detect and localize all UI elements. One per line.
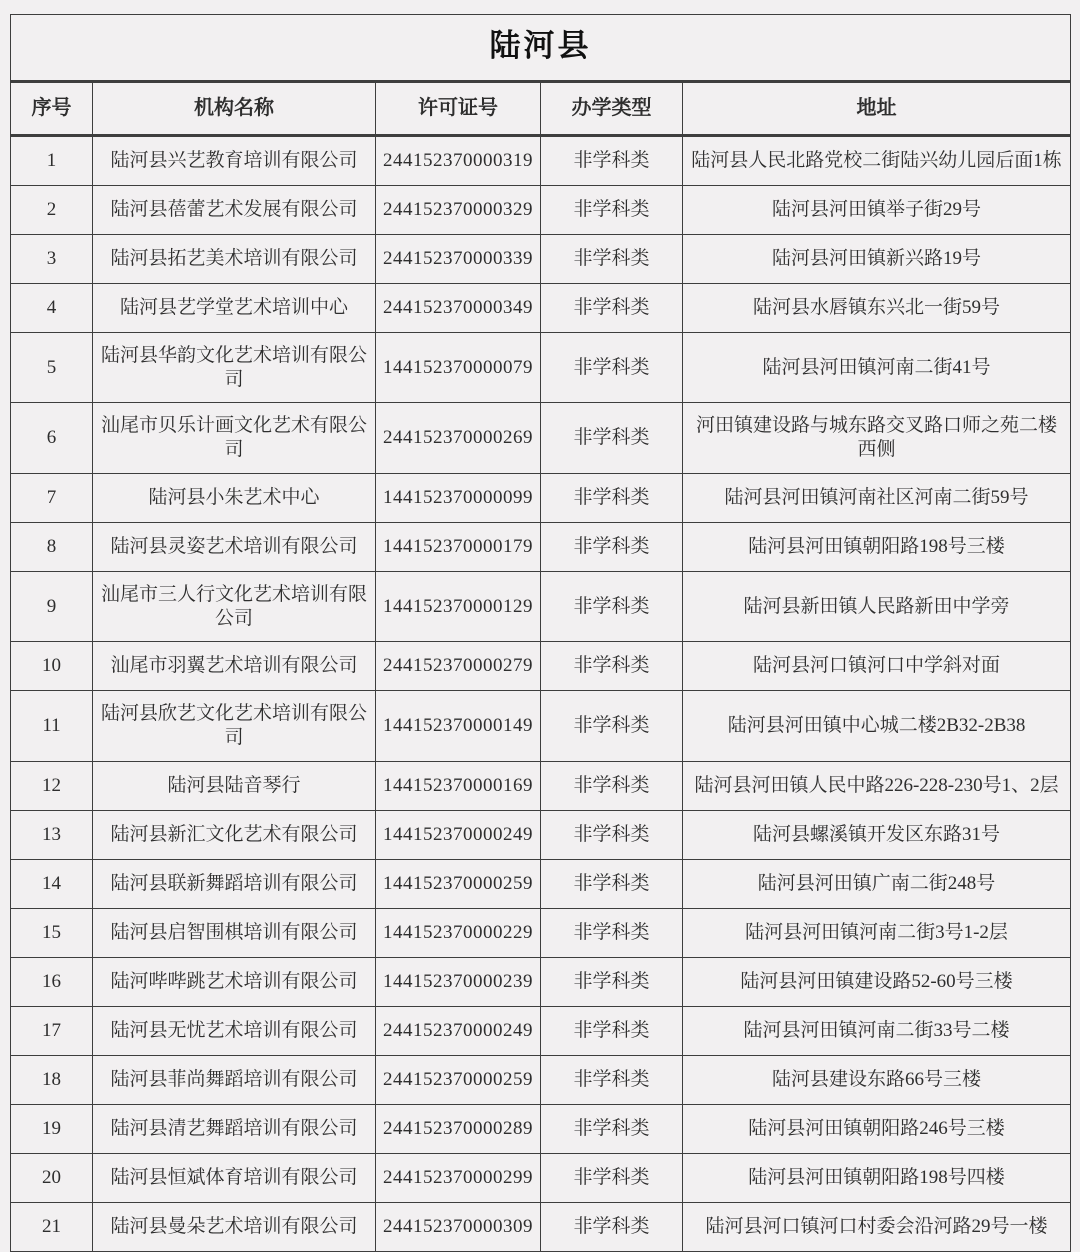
serial-cell: 21 [11, 1202, 93, 1251]
table-row [11, 1104, 1071, 1153]
table-row [11, 571, 1071, 642]
table-row [11, 522, 1071, 571]
institution-name-cell: 陆河县欣艺文化艺术培训有限公司 [93, 691, 376, 762]
institution-name-cell: 陆河县陆音琴行 [93, 761, 376, 810]
serial-cell: 8 [11, 522, 93, 571]
institution-name-cell: 陆河县拓艺美术培训有限公司 [93, 234, 376, 283]
address-cell: 陆河县河田镇河南二街41号 [683, 332, 1071, 403]
education-type-cell: 非学科类 [541, 135, 683, 185]
serial-cell: 17 [11, 1006, 93, 1055]
address-cell: 陆河县河田镇朝阳路246号三楼 [683, 1104, 1071, 1153]
address-cell: 陆河县河田镇建设路52-60号三楼 [683, 957, 1071, 1006]
education-type-cell: 非学科类 [541, 1202, 683, 1251]
table-row [11, 283, 1071, 332]
serial-cell: 6 [11, 403, 93, 474]
institutions-table [10, 14, 1071, 1252]
education-type-cell: 非学科类 [541, 810, 683, 859]
license-number-cell: 244152370000279 [376, 642, 541, 691]
education-type-cell: 非学科类 [541, 691, 683, 762]
address-cell: 陆河县河田镇河南社区河南二街59号 [683, 473, 1071, 522]
table-row [11, 185, 1071, 234]
address-cell: 陆河县河田镇新兴路19号 [683, 234, 1071, 283]
address-cell: 陆河县河田镇广南二街248号 [683, 859, 1071, 908]
institution-name-cell: 陆河县恒斌体育培训有限公司 [93, 1153, 376, 1202]
address-cell: 陆河县河田镇中心城二楼2B32-2B38 [683, 691, 1071, 762]
education-type-cell: 非学科类 [541, 332, 683, 403]
serial-cell: 5 [11, 332, 93, 403]
col-header-address: 地址 [683, 81, 1071, 135]
table-row [11, 859, 1071, 908]
institution-name-cell: 陆河县灵姿艺术培训有限公司 [93, 522, 376, 571]
header-row [11, 81, 1071, 135]
table-row [11, 1202, 1071, 1251]
serial-cell: 3 [11, 234, 93, 283]
education-type-cell: 非学科类 [541, 859, 683, 908]
institution-name-cell: 陆河县蓓蕾艺术发展有限公司 [93, 185, 376, 234]
table-row [11, 403, 1071, 474]
license-number-cell: 244152370000269 [376, 403, 541, 474]
education-type-cell: 非学科类 [541, 185, 683, 234]
license-number-cell: 244152370000349 [376, 283, 541, 332]
license-number-cell: 244152370000249 [376, 1006, 541, 1055]
institution-name-cell: 陆河县启智围棋培训有限公司 [93, 908, 376, 957]
education-type-cell: 非学科类 [541, 957, 683, 1006]
education-type-cell: 非学科类 [541, 522, 683, 571]
col-header-type: 办学类型 [541, 81, 683, 135]
serial-cell: 16 [11, 957, 93, 1006]
table-row [11, 642, 1071, 691]
col-header-license: 许可证号 [376, 81, 541, 135]
address-cell: 陆河县河口镇河口村委会沿河路29号一楼 [683, 1202, 1071, 1251]
education-type-cell: 非学科类 [541, 403, 683, 474]
table-row [11, 1006, 1071, 1055]
institution-name-cell: 陆河县艺学堂艺术培训中心 [93, 283, 376, 332]
serial-cell: 1 [11, 135, 93, 185]
institution-name-cell: 陆河县清艺舞蹈培训有限公司 [93, 1104, 376, 1153]
address-cell: 陆河县河田镇朝阳路198号三楼 [683, 522, 1071, 571]
license-number-cell: 244152370000339 [376, 234, 541, 283]
license-number-cell: 144152370000249 [376, 810, 541, 859]
license-number-cell: 144152370000229 [376, 908, 541, 957]
col-header-serial: 序号 [11, 81, 93, 135]
education-type-cell: 非学科类 [541, 1104, 683, 1153]
institution-name-cell: 陆河县小朱艺术中心 [93, 473, 376, 522]
serial-cell: 9 [11, 571, 93, 642]
institution-name-cell: 陆河县无忧艺术培训有限公司 [93, 1006, 376, 1055]
serial-cell: 14 [11, 859, 93, 908]
serial-cell: 13 [11, 810, 93, 859]
institution-name-cell: 陆河县联新舞蹈培训有限公司 [93, 859, 376, 908]
education-type-cell: 非学科类 [541, 642, 683, 691]
institution-name-cell: 陆河哔哔跳艺术培训有限公司 [93, 957, 376, 1006]
institution-name-cell: 汕尾市羽翼艺术培训有限公司 [93, 642, 376, 691]
address-cell: 陆河县水唇镇东兴北一街59号 [683, 283, 1071, 332]
education-type-cell: 非学科类 [541, 1006, 683, 1055]
col-header-name: 机构名称 [93, 81, 376, 135]
address-cell: 陆河县河田镇人民中路226-228-230号1、2层 [683, 761, 1071, 810]
education-type-cell: 非学科类 [541, 234, 683, 283]
license-number-cell: 144152370000099 [376, 473, 541, 522]
license-number-cell: 244152370000319 [376, 135, 541, 185]
title-row [11, 15, 1071, 82]
education-type-cell: 非学科类 [541, 761, 683, 810]
page-title: 陆河县 [11, 15, 1071, 82]
table-body [11, 135, 1071, 1251]
education-type-cell: 非学科类 [541, 908, 683, 957]
serial-cell: 12 [11, 761, 93, 810]
license-number-cell: 144152370000079 [376, 332, 541, 403]
institution-name-cell: 陆河县曼朵艺术培训有限公司 [93, 1202, 376, 1251]
education-type-cell: 非学科类 [541, 571, 683, 642]
table-row [11, 1055, 1071, 1104]
serial-cell: 18 [11, 1055, 93, 1104]
serial-cell: 19 [11, 1104, 93, 1153]
institution-name-cell: 陆河县华韵文化艺术培训有限公司 [93, 332, 376, 403]
table-row [11, 908, 1071, 957]
institution-name-cell: 汕尾市三人行文化艺术培训有限公司 [93, 571, 376, 642]
education-type-cell: 非学科类 [541, 473, 683, 522]
institution-name-cell: 陆河县菲尚舞蹈培训有限公司 [93, 1055, 376, 1104]
serial-cell: 20 [11, 1153, 93, 1202]
address-cell: 河田镇建设路与城东路交叉路口师之苑二楼西侧 [683, 403, 1071, 474]
table-row [11, 135, 1071, 185]
license-number-cell: 244152370000259 [376, 1055, 541, 1104]
table-row [11, 332, 1071, 403]
serial-cell: 11 [11, 691, 93, 762]
address-cell: 陆河县河田镇举子街29号 [683, 185, 1071, 234]
address-cell: 陆河县河田镇河南二街33号二楼 [683, 1006, 1071, 1055]
license-number-cell: 144152370000129 [376, 571, 541, 642]
institution-name-cell: 汕尾市贝乐计画文化艺术有限公司 [93, 403, 376, 474]
serial-cell: 7 [11, 473, 93, 522]
table-row [11, 810, 1071, 859]
table-row [11, 234, 1071, 283]
address-cell: 陆河县螺溪镇开发区东路31号 [683, 810, 1071, 859]
license-number-cell: 244152370000329 [376, 185, 541, 234]
license-number-cell: 244152370000309 [376, 1202, 541, 1251]
license-number-cell: 144152370000179 [376, 522, 541, 571]
license-number-cell: 244152370000299 [376, 1153, 541, 1202]
license-number-cell: 144152370000259 [376, 859, 541, 908]
table-row [11, 761, 1071, 810]
address-cell: 陆河县建设东路66号三楼 [683, 1055, 1071, 1104]
license-number-cell: 244152370000289 [376, 1104, 541, 1153]
serial-cell: 10 [11, 642, 93, 691]
license-number-cell: 144152370000149 [376, 691, 541, 762]
table-row [11, 957, 1071, 1006]
serial-cell: 4 [11, 283, 93, 332]
address-cell: 陆河县人民北路党校二街陆兴幼儿园后面1栋 [683, 135, 1071, 185]
institution-name-cell: 陆河县兴艺教育培训有限公司 [93, 135, 376, 185]
education-type-cell: 非学科类 [541, 1153, 683, 1202]
serial-cell: 15 [11, 908, 93, 957]
address-cell: 陆河县河田镇河南二街3号1-2层 [683, 908, 1071, 957]
education-type-cell: 非学科类 [541, 283, 683, 332]
table-row [11, 691, 1071, 762]
institution-name-cell: 陆河县新汇文化艺术有限公司 [93, 810, 376, 859]
address-cell: 陆河县河田镇朝阳路198号四楼 [683, 1153, 1071, 1202]
serial-cell: 2 [11, 185, 93, 234]
education-type-cell: 非学科类 [541, 1055, 683, 1104]
license-number-cell: 144152370000169 [376, 761, 541, 810]
address-cell: 陆河县河口镇河口中学斜对面 [683, 642, 1071, 691]
address-cell: 陆河县新田镇人民路新田中学旁 [683, 571, 1071, 642]
table-row [11, 1153, 1071, 1202]
table-row [11, 473, 1071, 522]
license-number-cell: 144152370000239 [376, 957, 541, 1006]
